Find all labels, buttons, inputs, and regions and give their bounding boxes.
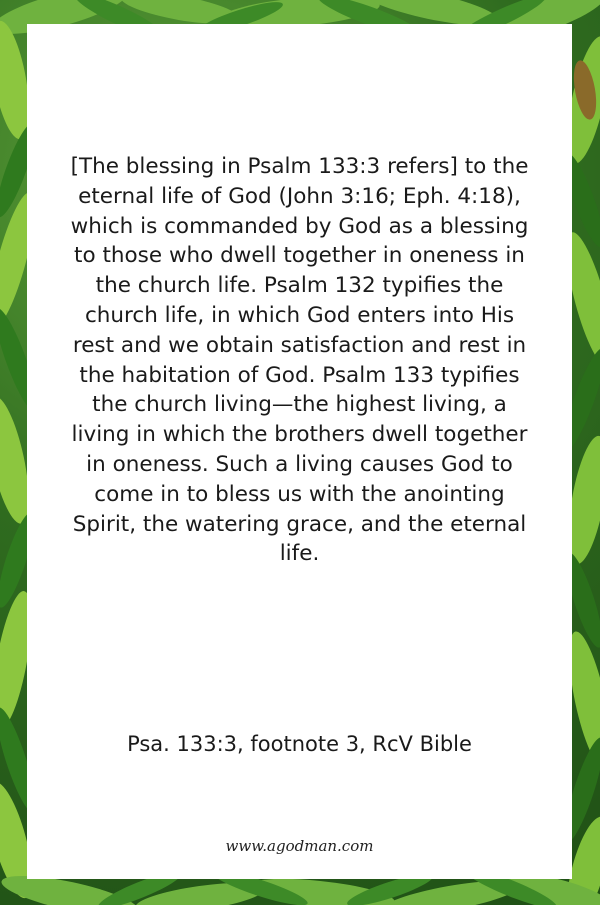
quote-card (27, 24, 572, 879)
website-watermark: www.agodman.com (225, 837, 374, 855)
quote-source: Psa. 133:3, footnote 3, RcV Bible (127, 732, 472, 756)
quote-text: [The blessing in Psalm 133:3 refers] to the eternal life of God (John 3:16; Eph. 4:18), which is commanded by God as a blessing to those who dwell together in oneness in the church life. Psalm 132 typifies the church life, in which God enters into His rest and we obtain satisfaction and rest in the habitation of God. Psalm 133 typifies the church living—the highest living, a living in which the brothers dwell together in oneness. Such a living causes God to come in to bless us with the anointing Spirit, the watering grace, and the eternal life. (70, 154, 529, 567)
